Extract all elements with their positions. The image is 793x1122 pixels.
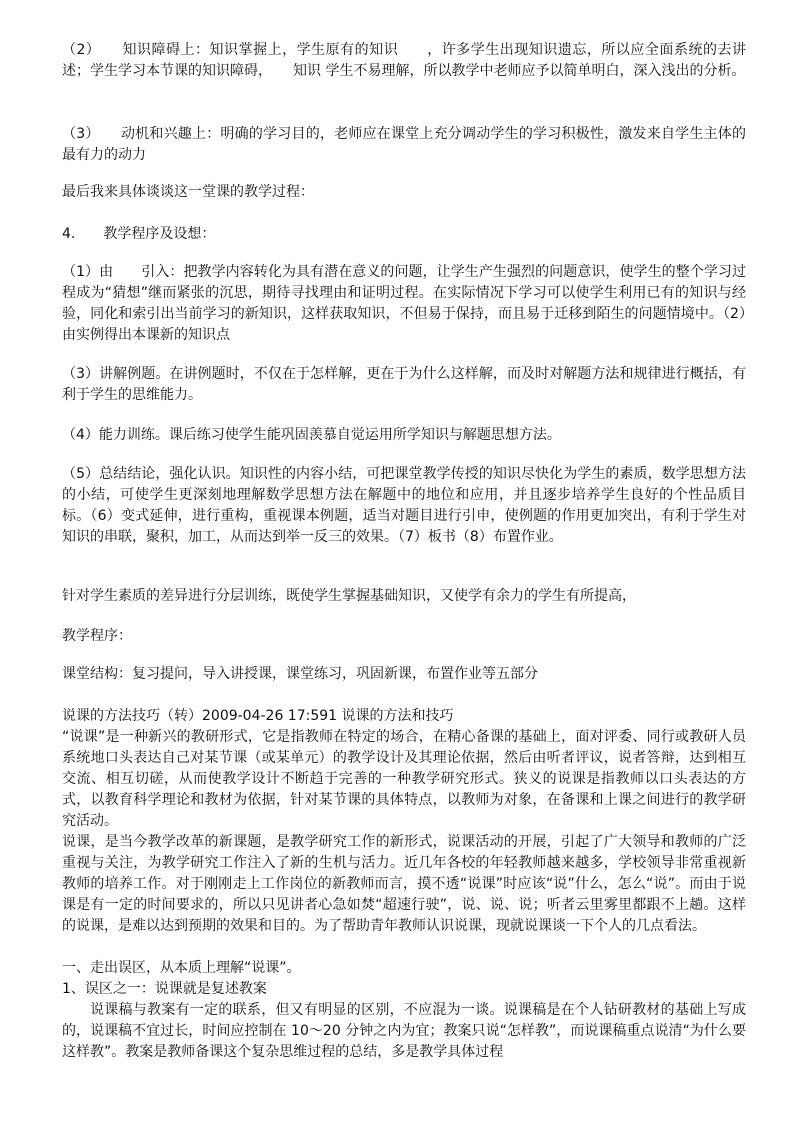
paragraph-motivation: （3） 动机和兴趣上：明确的学习目的，老师应在课堂上充分调动学生的学习积极性，激发来自学生主体的最有力的动力	[62, 126, 746, 163]
paragraph-misconception-one: 说课稿与教案有一定的联系，但又有明显的区别，不应混为一谈。说课稿是在个人钻研教材的基础上写成的，说课稿不宜过长，时间应控制在 10～20 分钟之内为宜；教案只说“怎样教”，而说课稿重点说清“为什么要这样教”。教案是教师备课这个复杂思维过程的总结，多是教学具体过程	[62, 1002, 746, 1060]
paragraph-class-structure: 课堂结构：复习提问，导入讲授课，课堂练习，巩固新课，布置作业等五部分	[62, 666, 538, 682]
paragraph-definition: “说课”是一种新兴的教研形式，它是指教师在特定的场合，在精心备课的基础上，面对评委、同行或教研人员系统地口头表达自己对某节课（或某单元）的教学设计及其理论依据，然后由听者评议，说者答辩，达到相互交流、相互切磋，从而使教学设计不断趋于完善的一种教学研究形式。狭义的说课是指教师以口头表达的方式，以教育科学理论和教材为依据，针对某节课的具体特点，以教师为对象，在备课和上课之间进行的教学研究活动。	[62, 729, 746, 829]
section-heading-teaching-procedure: 4. 教学程序及设想：	[62, 226, 216, 242]
heading-misconception-one: 1、误区之一：说课就是复述教案	[62, 981, 267, 997]
paragraph-layered-training: 针对学生素质的差异进行分层训练，既使学生掌握基础知识，又使学有余力的学生有所提高，	[62, 588, 636, 604]
paragraph-knowledge-obstacles: （2） 知识障碍上：知识掌握上，学生原有的知识 ，许多学生出现知识遗忘，所以应全面系统的去讲述；学生学习本节课的知识障碍， 知识 学生不易理解，所以教学中老师应予以简单明白，深入浅出的分析。	[62, 42, 746, 79]
paragraph-process-intro: 最后我来具体谈谈这一堂课的教学过程：	[62, 184, 314, 200]
paragraph-step-summary: （5）总结结论，强化认识。知识性的内容小结，可把课堂教学传授的知识尽快化为学生的素质，数学思想方法的小结，可使学生更深刻地理解数学思想方法在解题中的地位和应用，并且逐步培养学生良好的个性品质目标。（6）变式延伸，进行重构，重视课本例题，适当对题目进行引申，使例题的作用更加突出，有利于学生对知识的串联，聚积，加工，从而达到举一反三的效果。（7）板书（8）布置作业。	[62, 466, 746, 545]
heading-section-one: 一、走出误区，从本质上理解“说课”。	[62, 960, 301, 976]
paragraph-new-topic: 说课，是当今教学改革的新课题，是教学研究工作的新形式，说课活动的开展，引起了广大领导和教师的广泛重视与关注，为教学研究工作注入了新的生机与活力。近几年各校的年轻教师越来越多，学校领导非常重视新教师的培养工作。对于刚刚走上工作岗位的新教师而言，摸不透“说课”时应该“说”什么，怎么“说”。而由于说课是有一定的时间要求的，所以只见讲者心急如焚“超速行驶”，说、说、说；听者云里雾里都跟不上趟。这样的说课，是难以达到预期的效果和目的。为了帮助青年教师认识说课，现就说课谈一下个人的几点看法。	[62, 834, 746, 934]
paragraph-step-training: （4）能力训练。课后练习使学生能巩固羡慕自觉运用所学知识与解题思想方法。	[62, 427, 561, 443]
article-title-line: 说课的方法技巧（转）2009-04-26 17:591 说课的方法和技巧	[62, 708, 454, 724]
paragraph-teaching-procedure-label: 教学程序：	[62, 628, 132, 644]
paragraph-step-examples: （3）讲解例题。在讲例题时，不仅在于怎样解，更在于为什么这样解，而及时对解题方法和规律进行概括，有利于学生的思维能力。	[62, 366, 746, 403]
paragraph-step-introduction: （1）由 引入：把教学内容转化为具有潜在意义的问题，让学生产生强烈的问题意识，使学生的整个学习过程成为“猜想”继而紧张的沉思，期待寻找理由和证明过程。在实际情况下学习可以使学生利用已有的知识与经验，同化和索引出当前学习的新知识，这样获取知识，不但易于保持，而且易于迁移到陌生的问题情境中。（2）由实例得出本课新的知识点	[62, 264, 746, 343]
